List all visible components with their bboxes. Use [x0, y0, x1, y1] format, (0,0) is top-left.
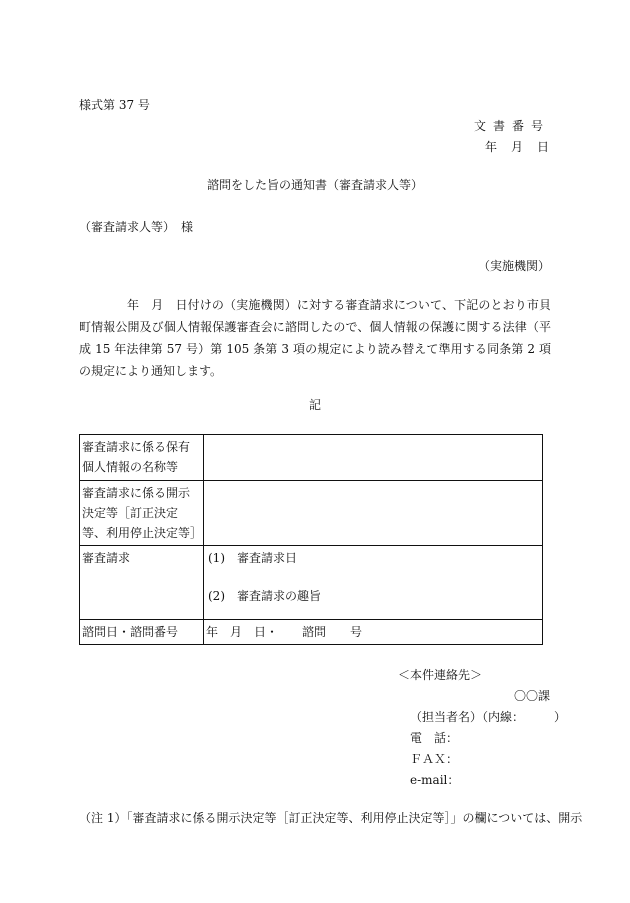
document-title: 諮問をした旨の通知書（審査請求人等）: [206, 178, 423, 192]
document-number-label: 文書番号: [473, 119, 550, 133]
ki-heading: 記: [308, 398, 321, 412]
request-date-item: (1) 審査請求日: [208, 551, 297, 565]
table-label-disclosure-decision: 審査請求に係る開示決定等［訂正決定等、利用停止決定等］: [80, 481, 204, 546]
table-row: [80, 546, 543, 620]
body-paragraph: 年 月 日付けの（実施機関）に対する審査請求について、下記のとおり市貝町情報公開及び個人情報保護審査会に諮問したので、個人情報の保護に関する法律（平成 15 年法律第 57 号）第 105 条第 3 項の規定により読み替えて準用する同条第 2 項の規定により通知します。: [79, 298, 551, 378]
table-value-request: [204, 546, 543, 620]
contact-email: e-mail：: [410, 773, 460, 787]
request-purpose-item: (2) 審査請求の趣旨: [208, 589, 321, 603]
table-label-personal-info: 審査請求に係る保有個人情報の名称等: [80, 435, 204, 481]
contact-phone: 電 話：: [410, 731, 459, 745]
table-value-consult: 年 月 日・ 諮問 号: [204, 620, 543, 645]
addressee: （審査請求人等） 様: [79, 220, 194, 234]
contact-person: （担当者名）（内線： ）: [410, 710, 567, 724]
table-row: [80, 481, 543, 546]
contact-department: 〇〇課: [513, 689, 550, 703]
table-label-request: 審査請求: [80, 546, 204, 620]
form-number: 様式第 37 号: [79, 98, 150, 112]
document-date-label: 年 月 日: [484, 140, 550, 154]
sender: （実施機関）: [477, 259, 550, 273]
table-value-personal-info: [204, 435, 543, 481]
contact-title: ＜本件連絡先＞: [398, 668, 483, 682]
table-value-disclosure-decision: [204, 481, 543, 546]
contact-fax: ＦＡＸ：: [410, 752, 459, 766]
note-1: （注 1）「審査請求に係る開示決定等［訂正決定等、利用停止決定等］」の欄については、開示: [79, 811, 583, 825]
table-label-consult: 諮問日・諮問番号: [80, 620, 204, 645]
table-row: [80, 435, 543, 481]
table-row: [80, 620, 543, 645]
details-table: [79, 434, 543, 645]
